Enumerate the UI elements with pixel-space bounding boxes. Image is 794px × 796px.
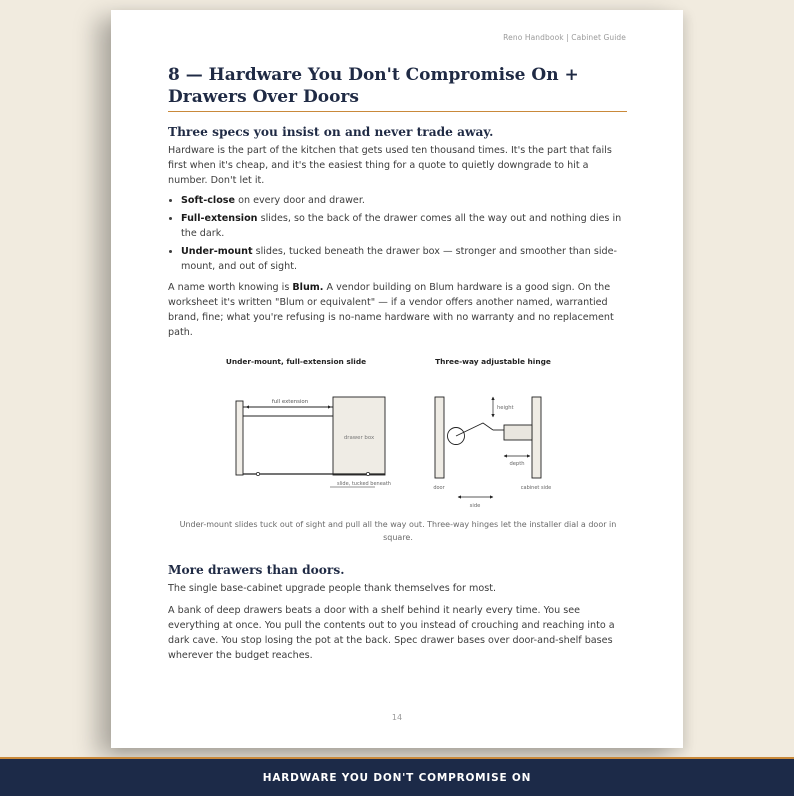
bottom-banner: [0, 757, 794, 796]
drawer-front: [236, 401, 243, 475]
drawers-lead: The single base-cabinet upgrade people thank themselves for most.: [168, 583, 497, 594]
hinge-diagram: [433, 357, 551, 509]
blum-text-pre: A name worth knowing is: [168, 282, 293, 293]
spec-list: [168, 193, 628, 274]
hinge-diagram-title: Three-way adjustable hinge: [435, 357, 551, 366]
cabinet-side-panel: [532, 397, 541, 478]
slide-label: slide, tucked beneath: [337, 481, 391, 487]
section-heading-specs: Three specs you insist on and never trade away.: [168, 125, 494, 139]
document-page: [111, 10, 683, 748]
list-item: [181, 211, 628, 241]
bullet-term: Soft-close: [181, 195, 236, 206]
drawer-box-label: drawer box: [343, 435, 375, 441]
slide-diagram: [226, 357, 391, 487]
drawers-body: A bank of deep drawers beats a door with a shelf behind it nearly every time. You see everything at once. You pull the contents out to you instead of crouching and reaching into a dark cave. You stop losing the pot at the back. Spec drawer bases over door-and-shelf bases wherever the budget reaches.: [168, 605, 615, 661]
section-heading-drawers: More drawers than doors.: [168, 563, 345, 577]
mounting-plate: [504, 425, 532, 440]
blum-text-post: A vendor building on Blum hardware is a good sign. On the worksheet it's written "Blum or equivalent" — if a vendor offers another named, warrantied brand, fine; what you're refusing is no-name hardware with no warranty and no replacement path.: [168, 282, 614, 338]
blum-term: Blum.: [292, 282, 324, 293]
bullet-text: on every door and drawer.: [235, 195, 365, 206]
figure-row: [168, 350, 628, 518]
bullet-text: slides, so the back of the drawer comes all the way out and nothing dies in the dark.: [181, 213, 622, 239]
figure-caption: Under-mount slides tuck out of sight and pull all the way out. Three-way hinges let the installer dial a door in square.: [179, 520, 617, 542]
cabinet-side-label: cabinet side: [520, 485, 552, 491]
bullet-text: slides, tucked beneath the drawer box — stronger and smoother than side-mount, and out of sight.: [181, 246, 617, 272]
door-label: door: [433, 485, 445, 491]
slide-roller: [256, 472, 259, 475]
height-label: height: [497, 405, 514, 411]
section-drawers: [168, 562, 628, 668]
page-number: 14: [391, 713, 403, 722]
side-label: side: [469, 503, 481, 509]
blum-paragraph: [168, 280, 628, 340]
list-item: [181, 244, 628, 274]
running-head: Reno Handbook | Cabinet Guide: [503, 33, 626, 42]
full-extension-label: full extension: [271, 399, 309, 405]
hardware-diagrams: [168, 350, 628, 518]
slide-roller: [366, 472, 369, 475]
list-item: [181, 193, 628, 208]
bullet-term: Under-mount: [181, 246, 253, 257]
page-title: 8 — Hardware You Don't Compromise On + Drawers Over Doors: [168, 65, 579, 107]
door-panel: [435, 397, 444, 478]
intro-paragraph: Hardware is the part of the kitchen that gets used ten thousand times. It's the part that fails first when it's cheap, and it's the easiest thing for a quote to quietly downgrade to hit a number. Don't let it.: [168, 145, 612, 186]
title-divider: [168, 111, 627, 112]
section-hardware: [168, 124, 628, 345]
bullet-term: Full-extension: [181, 213, 258, 224]
slide-diagram-title: Under-mount, full-extension slide: [225, 357, 367, 366]
banner-text: HARDWARE YOU DON'T COMPROMISE ON: [262, 771, 532, 784]
depth-label: depth: [509, 461, 525, 467]
